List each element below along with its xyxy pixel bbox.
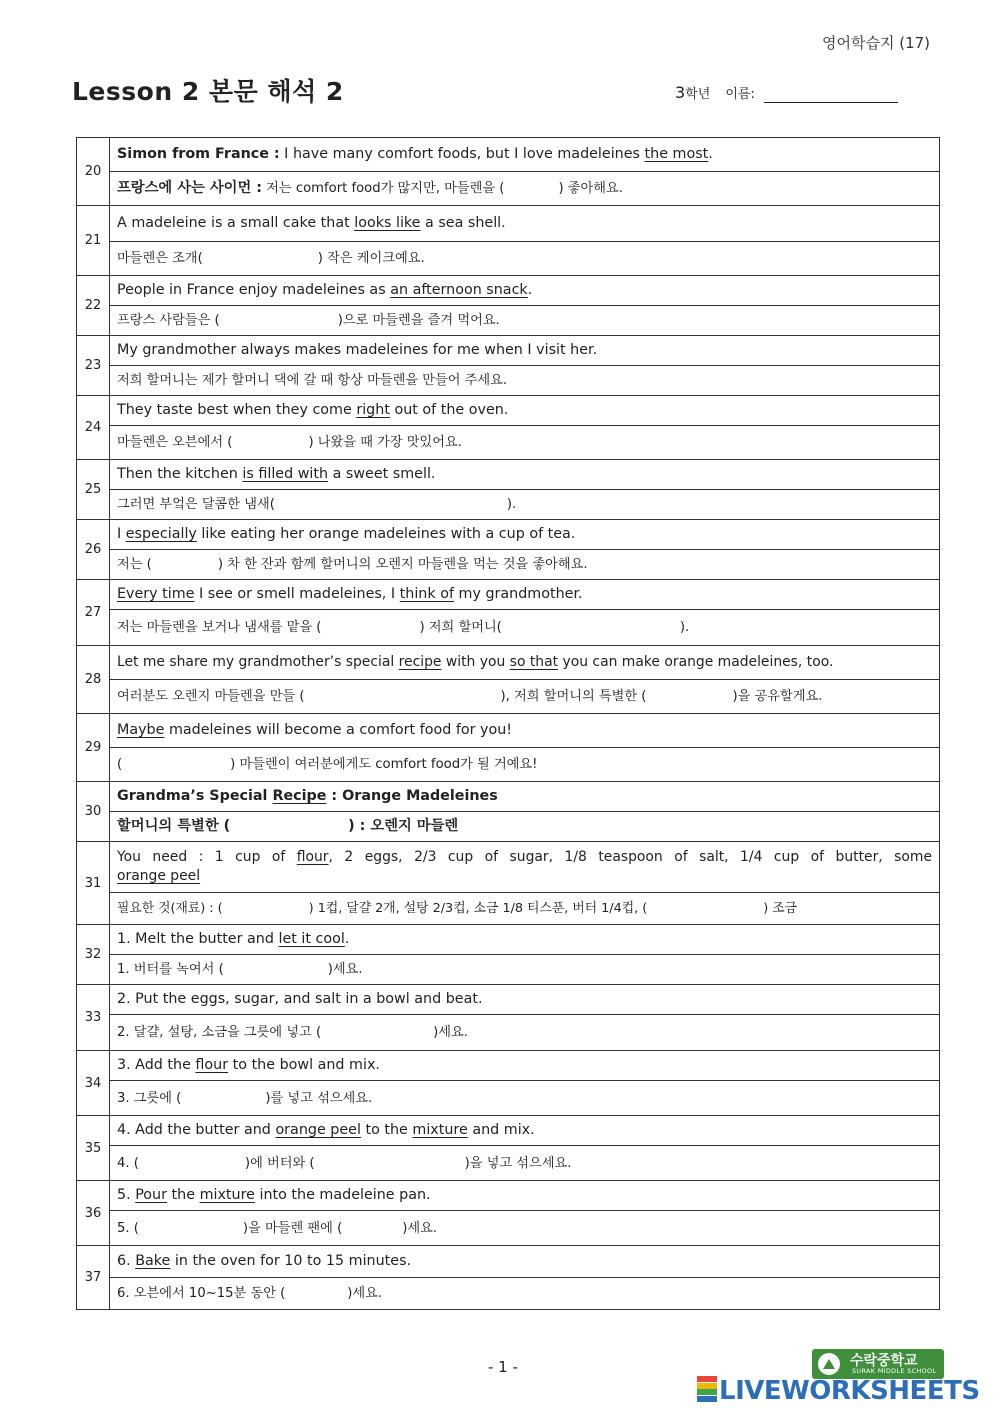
row-number: 29 [77,714,110,782]
korean-translation: 필요한 것(재료) : ( ) 1컵, 달걀 2개, 설탕 2/3컵, 소금 1/8 티스푼, 버터 1/4컵, ( ) 조금 [110,893,940,925]
row-number: 28 [77,646,110,714]
table-row [77,680,940,714]
korean-translation: 2. 달걀, 설탕, 소금을 그릇에 넣고 ( )세요. [110,1015,940,1051]
row-number: 20 [77,138,110,206]
worksheet-number: 영어학습지 (17) [822,34,931,52]
grade-unit: 학년 [685,87,711,102]
english-sentence: I especially like eating her orange madeleines with a cup of tea. [110,520,940,550]
row-number: 31 [77,842,110,925]
table-row [77,748,940,782]
table-row [77,714,940,748]
table-row [77,396,940,426]
row-number: 34 [77,1051,110,1116]
name-label: 이름: [725,87,755,102]
english-sentence: Every time I see or smell madeleines, I think of my grandmother. [110,580,940,610]
row-number: 24 [77,396,110,460]
korean-translation: ( ) 마들렌이 여러분에게도 comfort food가 될 거예요! [110,748,940,782]
table-row [77,782,940,812]
table-row [77,336,940,366]
school-name: 수락중학교 [850,1353,918,1369]
english-sentence: A madeleine is a small cake that looks like a sea shell. [110,206,940,242]
korean-translation: 할머니의 특별한 ( ) : 오렌지 마들렌 [110,812,940,842]
table-row [77,172,940,206]
english-sentence: People in France enjoy madeleines as an afternoon snack. [110,276,940,306]
grade-name-area [675,83,755,102]
table-row [77,460,940,490]
name-input-line[interactable] [764,102,898,103]
korean-translation: 저는 마들렌을 보거나 냄새를 맡을 ( ) 저희 할머니( ). [110,610,940,646]
liveworksheets-logo[interactable] [697,1376,980,1406]
korean-translation: 6. 오븐에서 10~15분 동안 ( )세요. [110,1278,940,1310]
table-row [77,1116,940,1146]
row-number: 23 [77,336,110,396]
table-row [77,138,940,172]
table-row [77,1278,940,1310]
table-row [77,812,940,842]
row-number: 30 [77,782,110,842]
table-row [77,893,940,925]
table-row [77,610,940,646]
table-row [77,925,940,955]
table-row [77,1051,940,1081]
row-number: 22 [77,276,110,336]
korean-translation: 마들렌은 조개( ) 작은 케이크예요. [110,242,940,276]
korean-translation: 1. 버터를 녹여서 ( )세요. [110,955,940,985]
worksheet-table [76,137,940,1310]
english-sentence: Let me share my grandmother’s special recipe with you so that you can make orange madeleines, too. [110,646,940,680]
english-sentence: Grandma’s Special Recipe : Orange Madeleines [110,782,940,812]
table-row [77,276,940,306]
live-badge-icon [697,1376,717,1402]
korean-translation: 마들렌은 오븐에서 ( ) 나왔을 때 가장 맛있어요. [110,426,940,460]
korean-translation: 저는 ( ) 차 한 잔과 함께 할머니의 오렌지 마들렌을 먹는 것을 좋아해요. [110,550,940,580]
row-number: 26 [77,520,110,580]
school-logo [812,1349,944,1379]
row-number: 27 [77,580,110,646]
row-number: 37 [77,1246,110,1310]
table-row [77,242,940,276]
table-row [77,955,940,985]
table-row [77,206,940,242]
table-row [77,520,940,550]
table-row [77,490,940,520]
table-row [77,1246,940,1278]
korean-translation: 그러면 부엌은 달콤한 냄새( ). [110,490,940,520]
table-row [77,842,940,893]
page-title: Lesson 2 본문 해석 2 [72,77,344,106]
english-sentence: 1. Melt the butter and let it cool. [110,925,940,955]
korean-translation: 4. ( )에 버터와 ( )을 넣고 섞으세요. [110,1146,940,1181]
korean-translation: 3. 그릇에 ( )를 넣고 섞으세요. [110,1081,940,1116]
english-sentence: 2. Put the eggs, sugar, and salt in a bowl and beat. [110,985,940,1015]
korean-translation: 5. ( )을 마들렌 팬에 ( )세요. [110,1211,940,1246]
english-sentence: 6. Bake in the oven for 10 to 15 minutes. [110,1246,940,1278]
english-sentence: Maybe madeleines will become a comfort food for you! [110,714,940,748]
brand-name: LIVEWORKSHEETS [719,1376,980,1406]
table-row [77,1211,940,1246]
row-number: 36 [77,1181,110,1246]
table-row [77,1146,940,1181]
korean-translation: 저희 할머니는 제가 할머니 댁에 갈 때 항상 마들렌을 만들어 주세요. [110,366,940,396]
table-row [77,550,940,580]
school-name-english: SURAK MIDDLE SCHOOL [852,1367,937,1375]
korean-translation: 프랑스에 사는 사이먼 : 저는 comfort food가 많지만, 마들렌을 ( ) 좋아해요. [110,172,940,206]
table-row [77,1015,940,1051]
grade-value: 3 [675,83,686,102]
row-number: 21 [77,206,110,276]
table-row [77,1181,940,1211]
english-sentence: 3. Add the flour to the bowl and mix. [110,1051,940,1081]
row-number: 25 [77,460,110,520]
page-number: - 1 - [488,1358,518,1376]
table-row [77,426,940,460]
english-sentence: You need : 1 cup of flour, 2 eggs, 2/3 cup of sugar, 1/8 teaspoon of salt, 1/4 cup of butter, some orange peel [110,842,940,893]
table-row [77,985,940,1015]
english-sentence: Simon from France : I have many comfort foods, but I love madeleines the most. [110,138,940,172]
korean-translation: 프랑스 사람들은 ( )으로 마들렌을 즐겨 먹어요. [110,306,940,336]
table-row [77,580,940,610]
row-number: 32 [77,925,110,985]
korean-translation: 여러분도 오렌지 마들렌을 만들 ( ), 저희 할머니의 특별한 ( )을 공유할게요. [110,680,940,714]
school-emblem-icon [818,1353,840,1375]
table-row [77,1081,940,1116]
english-sentence: They taste best when they come right out of the oven. [110,396,940,426]
table-row [77,306,940,336]
table-row [77,646,940,680]
row-number: 33 [77,985,110,1051]
english-sentence: Then the kitchen is filled with a sweet smell. [110,460,940,490]
english-sentence: 5. Pour the mixture into the madeleine pan. [110,1181,940,1211]
english-sentence: 4. Add the butter and orange peel to the mixture and mix. [110,1116,940,1146]
english-sentence: My grandmother always makes madeleines for me when I visit her. [110,336,940,366]
row-number: 35 [77,1116,110,1181]
table-row [77,366,940,396]
